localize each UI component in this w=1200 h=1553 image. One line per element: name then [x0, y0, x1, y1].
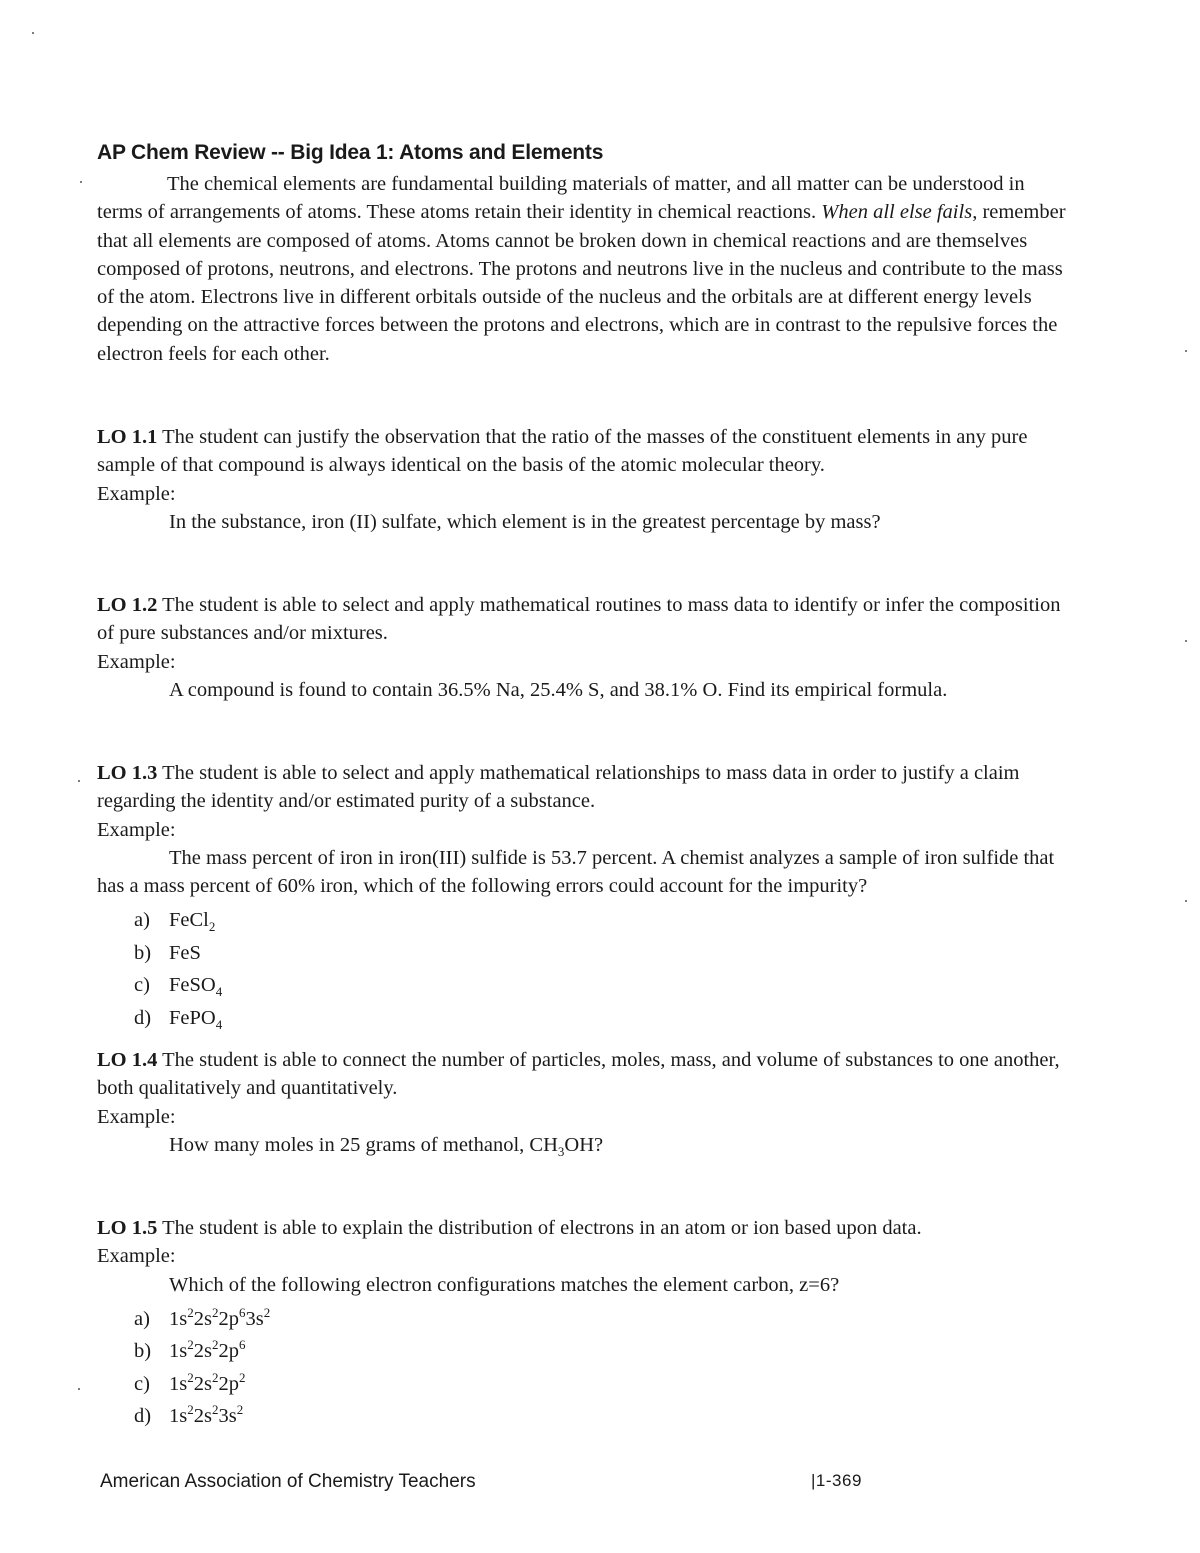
page-title: AP Chem Review -- Big Idea 1: Atoms and Elements — [97, 141, 604, 164]
scan-speck — [32, 32, 34, 34]
answer-option: c) FeSO$_4$ — [134, 974, 223, 1000]
scan-speck — [78, 780, 80, 782]
footer-page-number: |1-369 — [811, 1471, 862, 1490]
lo-1-5 — [97, 1214, 1072, 1433]
intro-paragraph — [97, 170, 1067, 368]
lo-heading: LO 1.3 — [97, 762, 158, 784]
example-label: Example: — [97, 650, 176, 673]
lo-description: The student can justify the observation that the ratio of the masses of the constituent elements in any pure sample of that compound is always identical on the basis of the atomic molecular theory. — [97, 426, 1028, 477]
scan-speck — [1185, 350, 1187, 352]
lo-heading: LO 1.1 — [97, 426, 158, 448]
answer-option: a) $1s^22s^22p^63s^2$ — [134, 1305, 271, 1330]
example-question: How many moles in 25 grams of methanol, $CH_3OH$? — [169, 1133, 604, 1159]
lo-description: The student is able to connect the number of particles, moles, mass, and volume of substances to one another, both qualitatively and quantitatively. — [97, 1049, 1060, 1100]
answer-option: b) FeS — [134, 941, 201, 964]
lo-1-3 — [97, 759, 1072, 1034]
intro-emphasis: When all else fails — [821, 201, 973, 224]
lo-1-2 — [97, 591, 1072, 704]
intro-text-2: , remember that all elements are composed of atoms. Atoms cannot be broken down in chemical reactions and are themselves composed of protons, neutrons, and electrons. The protons and neutrons live in the nucleus and contribute to the mass of the atom. Electrons live in different orbitals outside of the nucleus and the orbitals are at different energy levels depending on the attractive forces between the protons and electrons, which are in contrast to the repulsive forces the electron feels for each other. — [97, 201, 1066, 365]
example-label: Example: — [97, 482, 176, 505]
answer-options — [97, 904, 1072, 1034]
example-question: Which of the following electron configurations matches the element carbon, z=6? — [169, 1273, 840, 1296]
scan-speck — [1185, 640, 1187, 642]
example-question: A compound is found to contain 36.5% Na, 25.4% S, and 38.1% O. Find its empirical formula. — [169, 678, 948, 701]
lo-description: The student is able to select and apply mathematical relationships to mass data in order to justify a claim regarding the identity and/or estimated purity of a substance. — [97, 762, 1020, 813]
lo-1-4 — [97, 1046, 1072, 1159]
lo-heading: LO 1.5 — [97, 1217, 158, 1239]
lo-heading: LO 1.2 — [97, 594, 158, 616]
scan-speck — [80, 181, 82, 183]
example-label: Example: — [97, 818, 176, 841]
answer-option: d) $1s^22s^23s^2$ — [134, 1402, 244, 1428]
lo-1-1 — [97, 423, 1072, 536]
example-label: Example: — [97, 1245, 176, 1268]
lo-description: The student is able to select and apply mathematical routines to mass data to identify or infer the composition of pure substances and/or mixtures. — [97, 594, 1061, 645]
example-question: In the substance, iron (II) sulfate, which element is in the greatest percentage by mass? — [169, 510, 881, 533]
scan-speck — [78, 1388, 80, 1390]
lo-heading: LO 1.4 — [97, 1049, 158, 1071]
footer-organization: American Association of Chemistry Teachers — [100, 1471, 476, 1492]
lo-description: The student is able to explain the distribution of electrons in an atom or ion based upon data. — [157, 1217, 922, 1239]
answer-option: c) $1s^22s^22p^2$ — [134, 1370, 246, 1395]
answer-option: a) FeCl$_2$ — [134, 909, 216, 935]
intro-text-1: The chemical elements are fundamental building materials of matter, and all matter can be understood in terms of arrangements of atoms. These atoms retain their identity in chemical reactions. — [97, 173, 1025, 224]
answer-option: d) FePO$_4$ — [134, 1006, 223, 1033]
answer-options — [97, 1303, 1072, 1433]
scan-speck — [1185, 900, 1187, 902]
example-question: The mass percent of iron in iron(III) sulfide is 53.7 percent. A chemist analyzes a sample of iron sulfide that has a mass percent of 60% iron, which of the following errors could account for the impurity? — [97, 846, 1055, 898]
answer-option: b) $1s^22s^22p^6$ — [134, 1337, 246, 1363]
example-label: Example: — [97, 1105, 176, 1128]
